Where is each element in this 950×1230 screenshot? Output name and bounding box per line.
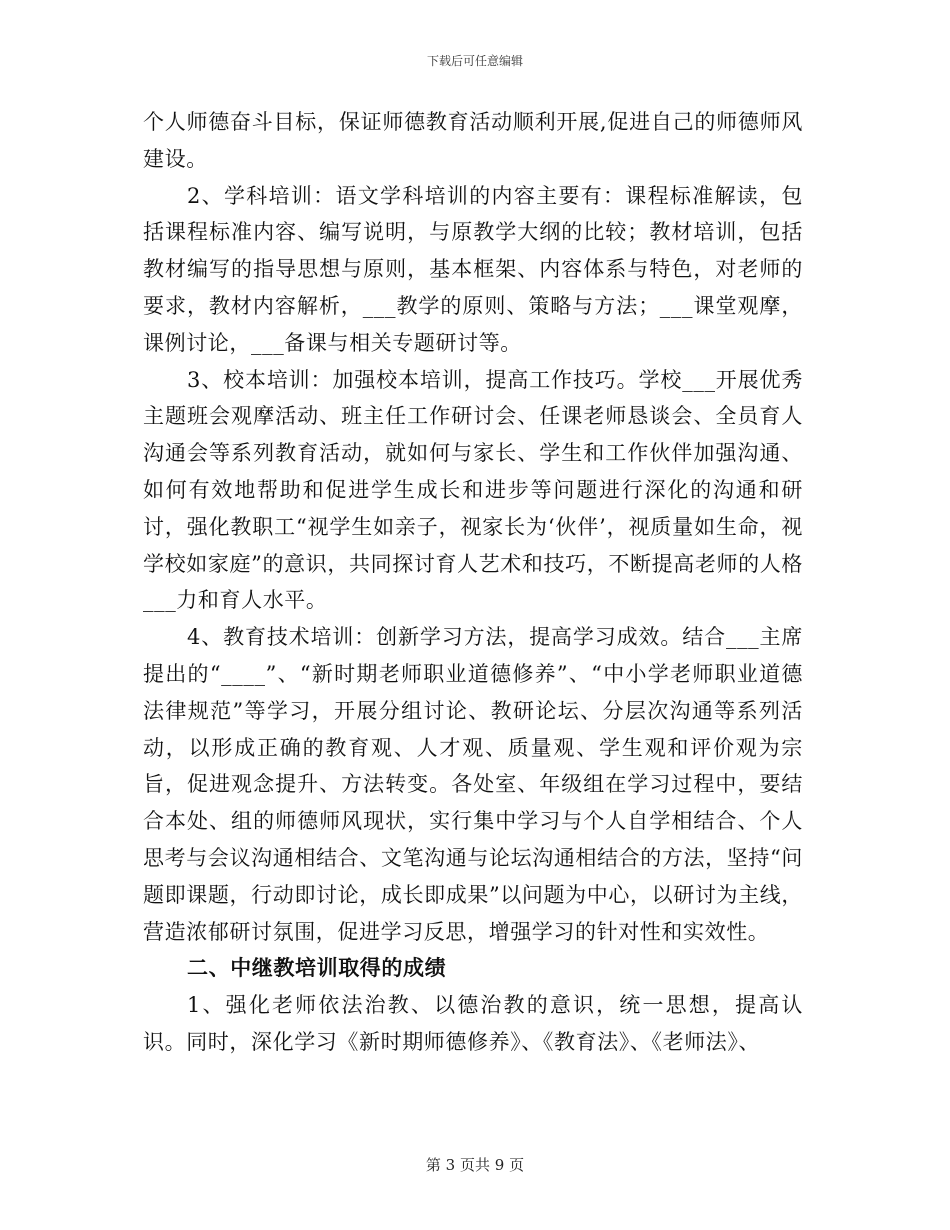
paragraph-tech-training: 4、教育技术培训：创新学习方法，提高学习成效。结合___主席提出的“____”、“新时期老师职业道德修养”、“中小学老师职业道德法律规范”等学习，开展分组讨论、教研论坛、分层次沟通等系列活动，以形成正确的教育观、人才观、质量观、学生观和评价观为宗旨，促进观念提升、方法转变。各处室、年级组在学习过程中，要结合本处、组的师德师风现状，实行集中学习与个人自学相结合、个人思考与会议沟通相结合、文笔沟通与论坛沟通相结合的方法，坚持“问题即课题，行动即讨论，成长即成果”以问题为中心，以研讨为主线，营造浓郁研讨氛围，促进学习反思，增强学习的针对性和实效性。 xyxy=(143,625,803,944)
section-heading: 二、中继教培训取得的成绩 xyxy=(187,956,447,981)
paragraph-achievements: 1、强化老师依法治教、以德治教的意识，统一思想，提高认识。同时，深化学习《新时期师德修养》、《教育法》、《老师法》、 xyxy=(143,993,803,1054)
document-body xyxy=(143,104,803,1061)
page-header-note: 下载后可任意编辑 xyxy=(426,54,523,68)
page-number: 第 3 页共 9 页 xyxy=(425,1156,525,1174)
paragraph-subject-training: 2、学科培训：语文学科培训的内容主要有：课程标准解读，包括课程标准内容、编写说明，与原教学大纲的比较；教材培训，包括教材编写的指导思想与原则，基本框架、内容体系与特色，对老师的要求，教材内容解析，___教学的原则、策略与方法；___课堂观摩，课例讨论，___备课与相关专题研讨等。 xyxy=(143,183,803,355)
paragraph-school-training: 3、校本培训：加强校本培训，提高工作技巧。学校___开展优秀主题班会观摩活动、班主任工作研讨会、任课老师恳谈会、全员育人沟通会等系列教育活动，就如何与家长、学生和工作伙伴加强沟通、如何有效地帮助和促进学生成长和进步等问题进行深化的沟通和研讨，强化教职工“视学生如亲子，视家长为‘伙伴’，视质量如生命，视学校如家庭”的意识，共同探讨育人艺术和技巧，不断提高老师的人格___力和育人水平。 xyxy=(143,367,803,613)
paragraph-continuation: 个人师德奋斗目标，保证师德教育活动顺利开展,促进自己的师德师风建设。 xyxy=(143,110,803,171)
